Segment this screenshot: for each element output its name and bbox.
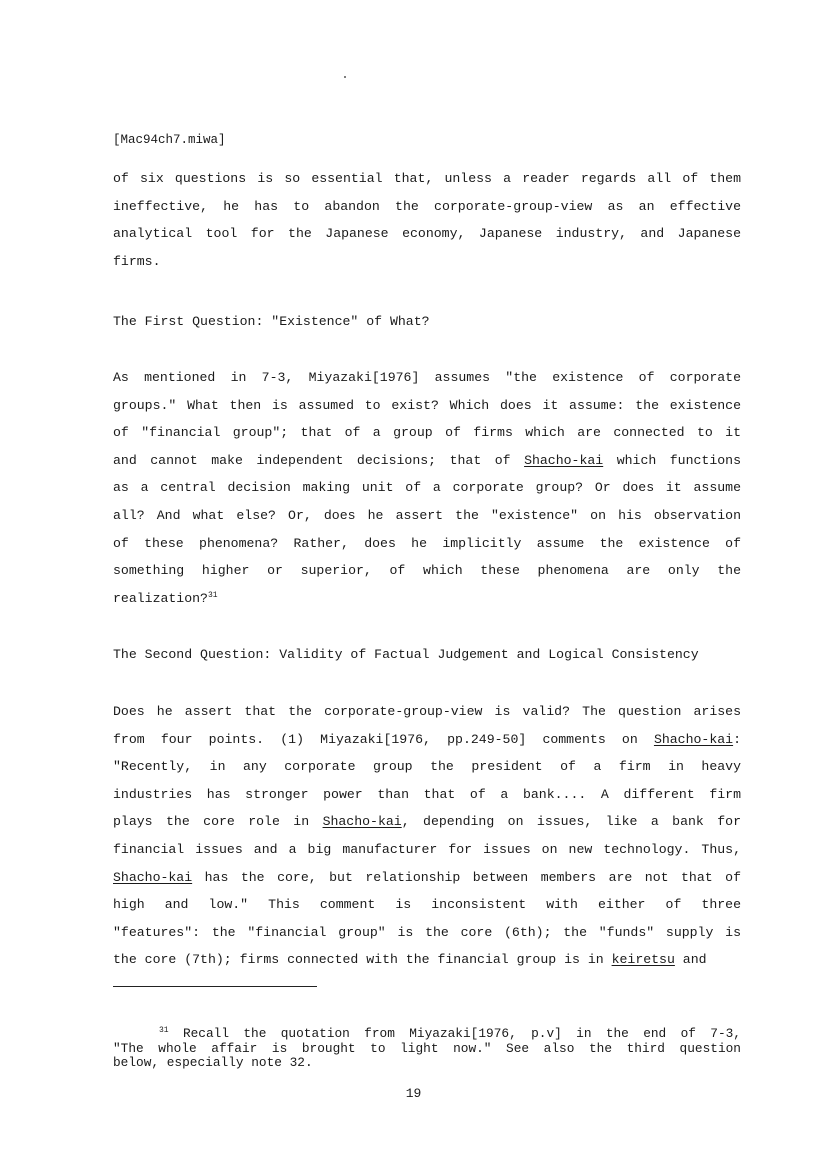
- text-line: "features": the "financial group" is the core (6th); the "funds" supply is: [113, 924, 741, 940]
- text-line: something higher or superior, of which these phenomena are only the: [113, 563, 741, 579]
- text-line: ineffective, he has to abandon the corporate-group-view as an effective: [113, 198, 741, 214]
- text-line: "Recently, in any corporate group the president of a firm in heavy: [113, 759, 741, 775]
- term-shacho-kai: Shacho-kai: [524, 452, 604, 468]
- text-line: [113, 808, 741, 836]
- text-line: [113, 946, 741, 974]
- text-line: below, especially note 32.: [113, 1055, 313, 1070]
- text-line: Does he assert that the corporate-group-view is valid? The question arises: [113, 704, 741, 719]
- text-line: of six questions is so essential that, unless a reader regards all of them: [113, 171, 741, 186]
- text-line: As mentioned in 7-3, Miyazaki[1976] assumes "the existence of corporate: [113, 370, 741, 385]
- intro-paragraph: [113, 165, 741, 275]
- text-line: [113, 447, 741, 475]
- text-segment: which functions: [603, 452, 741, 468]
- text-segment: :: [733, 731, 741, 747]
- text-segment: , depending on issues, like a bank for: [401, 814, 741, 830]
- footnote-divider: [113, 986, 317, 987]
- text-line: [113, 1027, 741, 1042]
- text-line: [113, 726, 741, 754]
- text-segment: and cannot make independent decisions; that of: [113, 452, 525, 468]
- second-question-paragraph: [113, 698, 741, 974]
- text-segment: and: [674, 952, 707, 968]
- text-line: as a central decision making unit of a corporate group? Or does it assume: [113, 480, 741, 496]
- text-line: industries has stronger power than that of a bank.... A different firm: [113, 786, 741, 802]
- page-number: 19: [405, 1086, 422, 1101]
- text-segment: from four points. (1) Miyazaki[1976, pp.249-50] comments on: [113, 731, 654, 747]
- term-shacho-kai: Shacho-kai: [653, 731, 734, 747]
- footnote-31: [113, 1027, 741, 1071]
- text-line: financial issues and a big manufacturer for issues on new technology. Thus,: [113, 841, 741, 857]
- scan-speck: [344, 76, 346, 78]
- text-line: high and low." This comment is inconsistent with either of three: [113, 897, 741, 913]
- text-line: "The whole affair is brought to light now." See also the third question: [113, 1040, 741, 1056]
- text-line: [113, 864, 741, 892]
- section-heading-first-question: The First Question: "Existence" of What?: [113, 314, 430, 329]
- text-segment: the core (7th); firms connected with the financial group is in: [113, 952, 612, 968]
- text-segment: Recall the quotation from Miyazaki[1976, p.v] in the end of 7-3,: [168, 1026, 741, 1041]
- text-line: [113, 585, 741, 613]
- first-question-paragraph: [113, 364, 741, 612]
- file-identifier: [Mac94ch7.miwa]: [113, 133, 226, 147]
- term-shacho-kai: Shacho-kai: [113, 869, 193, 885]
- term-keiretsu: keiretsu: [611, 952, 675, 968]
- section-heading-second-question: The Second Question: Validity of Factual Judgement and Logical Consistency: [113, 647, 699, 662]
- text-segment: realization?: [113, 590, 208, 606]
- term-shacho-kai: Shacho-kai: [322, 814, 402, 830]
- text-line: groups." What then is assumed to exist? Which does it assume: the existence: [113, 397, 741, 413]
- text-line: all? And what else? Or, does he assert the "existence" on his observation: [113, 507, 741, 523]
- text-line: analytical tool for the Japanese economy, Japanese industry, and Japanese: [113, 226, 741, 242]
- text-line: of "financial group"; that of a group of firms which are connected to it: [113, 425, 741, 441]
- text-segment: plays the core role in: [113, 814, 323, 830]
- text-line: firms.: [113, 253, 161, 269]
- text-line: of these phenomena? Rather, does he implicitly assume the existence of: [113, 535, 741, 551]
- footnote-ref-31: 31: [207, 590, 218, 600]
- footnote-marker: 31: [159, 1026, 169, 1035]
- text-segment: has the core, but relationship between members are not that of: [192, 869, 741, 885]
